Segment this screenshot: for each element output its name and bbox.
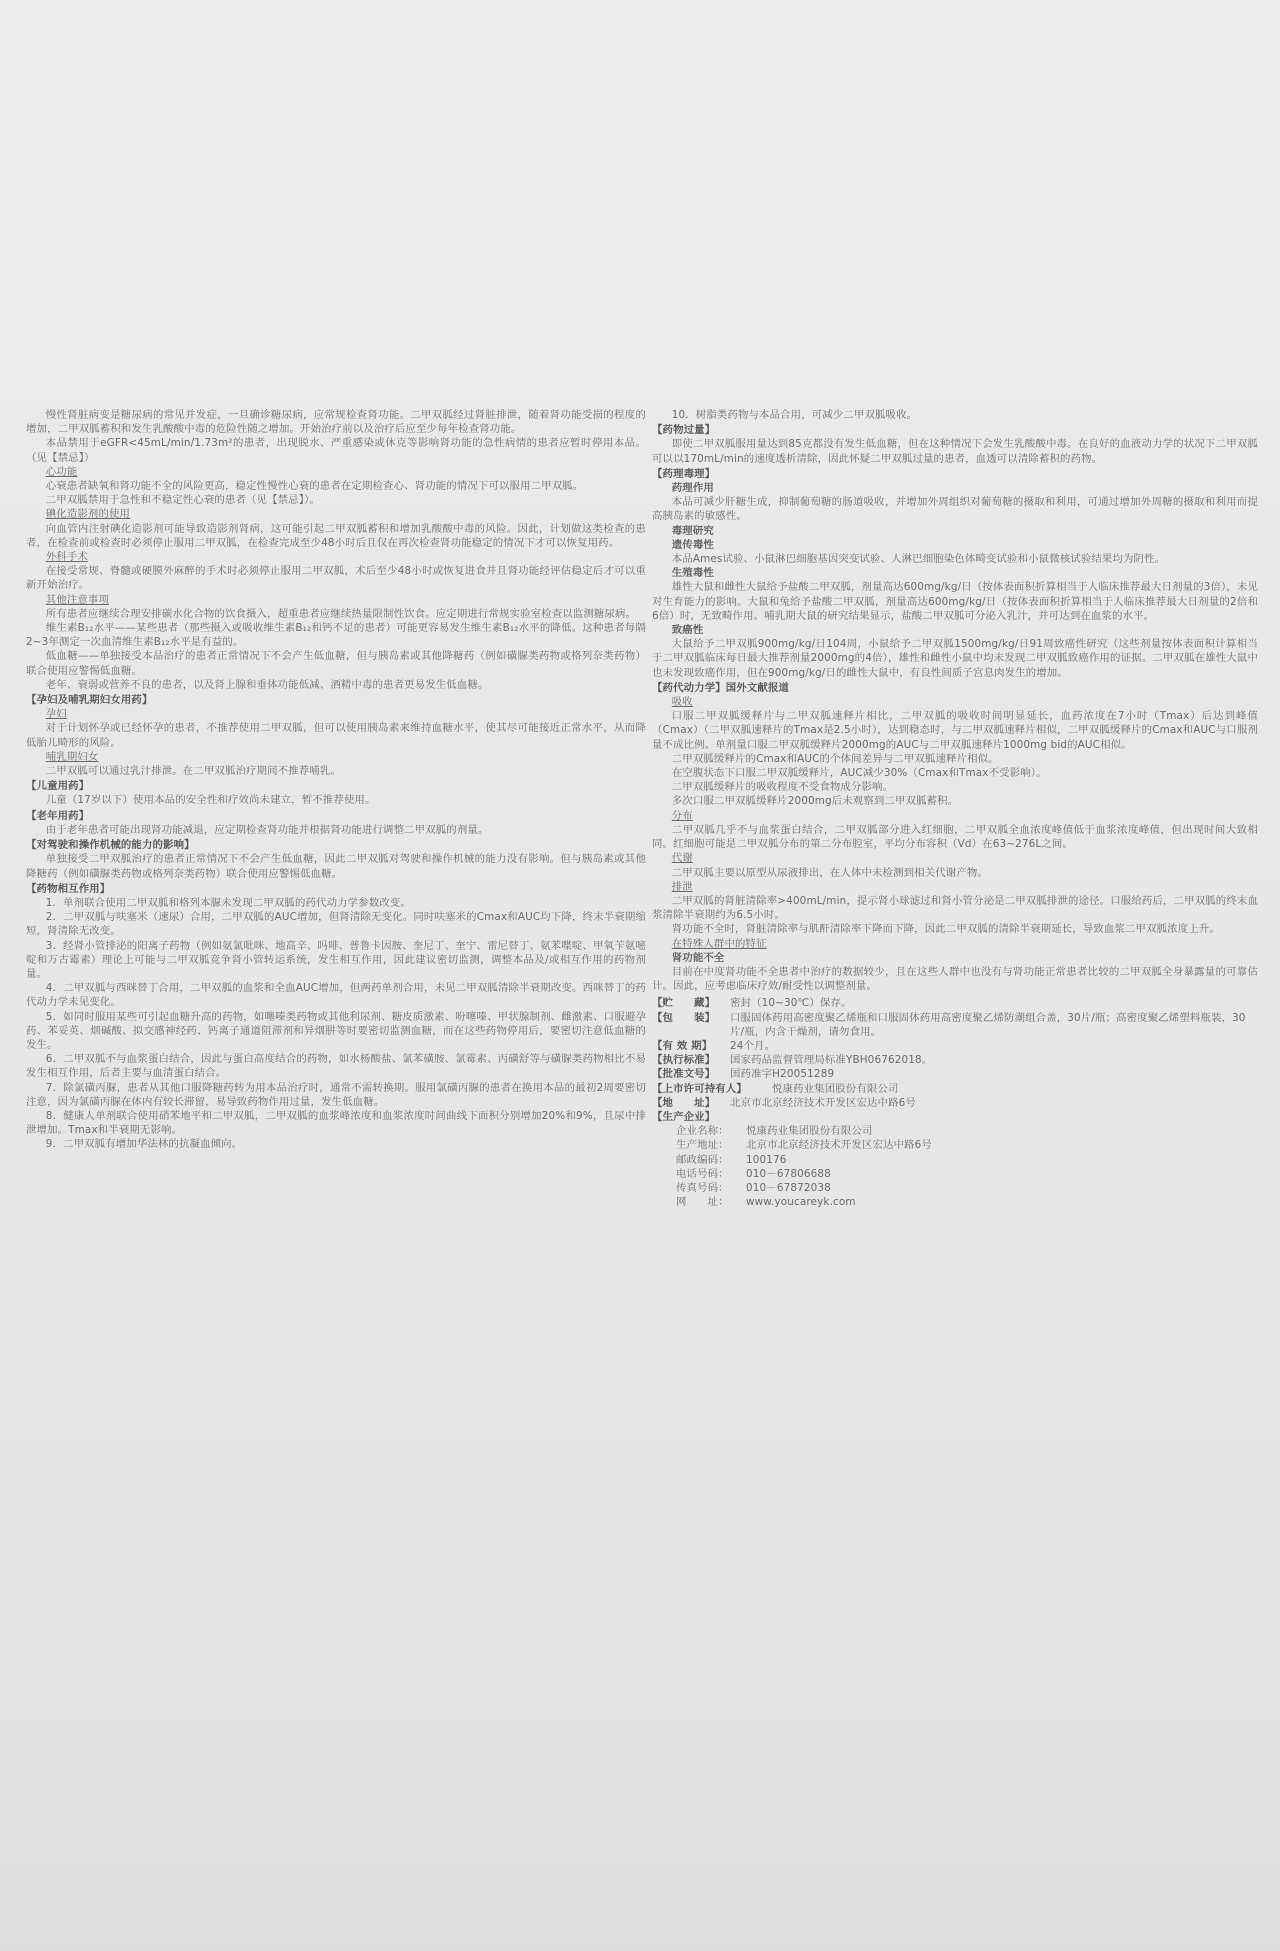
paragraph: 大鼠给予二甲双胍900mg/kg/日104周，小鼠给予二甲双胍1500mg/kg/日91周致癌性研究（这些剂量按体表面积计算相当于二甲双胍临床每日最大推荐剂量2000mg的4倍），雄性和雌性小鼠中均未发现二甲双胍致癌作用的证据。二甲双胍在雄性大鼠中也未发现致癌作用，但在900mg/kg/日的雌性大鼠中，有良性间质子宫息肉发生的增加。 — [652, 638, 1258, 679]
package-row — [652, 1011, 1258, 1039]
paragraph: 在空腹状态下口服二甲双胍缓释片，AUC减少30%（Cmax和Tmax不受影响）。 — [671, 767, 1047, 780]
subheading: 排泄 — [671, 880, 693, 893]
paragraph: 多次口服二甲双胍缓释片2000mg后未观察到二甲双胍蓄积。 — [671, 795, 959, 808]
detail-value: www.youcareyk.com — [746, 1196, 856, 1209]
section-heading: 【儿童用药】 — [26, 780, 90, 793]
standard-row — [652, 1053, 1258, 1067]
manufacturer-label: 【生产企业】 — [652, 1110, 716, 1123]
paragraph: 二甲双胍禁用于急性和不稳定性心衰的患者（见【禁忌】）。 — [45, 494, 320, 507]
paragraph: 本品禁用于eGFR<45mL/min/1.73m²的患者，出现脱水、严重感染或休克等影响肾功能的急性病情的患者应暂时停用本品。（见【禁忌】） — [26, 437, 646, 464]
holder-value: 悦康药业集团股份有限公司 — [772, 1082, 899, 1095]
paragraph: 2．二甲双胍与呋塞米（速尿）合用，二甲双胍的AUC增加，但肾清除无变化。同时呋塞米的Cmax和AUC均下降，终末半衰期缩短，肾清除无改变。 — [26, 911, 646, 938]
subheading: 哺乳期妇女 — [45, 750, 99, 763]
paragraph: 低血糖——单独接受本品治疗的患者正常情况下不会产生低血糖，但与胰岛素或其他降糖药（例如磺脲类药物或格列奈类药物）联合使用应警惕低血糖。 — [26, 650, 646, 677]
paragraph: 本品Ames试验、小鼠淋巴细胞基因突变试验、人淋巴细胞染色体畸变试验和小鼠微核试验结果均为阴性。 — [671, 553, 1166, 566]
storage-value: 密封（10~30℃）保存。 — [730, 997, 852, 1010]
paragraph: 目前在中度肾功能不全患者中治疗的数据较少，且在这些人群中也没有与肾功能正常患者比较的二甲双胍全身暴露量的可靠估计。因此，应考虑临床疗效/耐受性以调整剂量。 — [652, 965, 1258, 993]
paragraph: 6．二甲双胍不与血浆蛋白结合，因此与蛋白高度结合的药物，如水杨酸盐、氯苯磺胺、氯霉素、丙磺舒等与磺脲类药物相比不易发生相互作用，后者主要与血清蛋白结合。 — [26, 1053, 646, 1080]
detail-label: 传真号码： — [676, 1181, 729, 1194]
subheading: 肾功能不全 — [671, 951, 725, 964]
paragraph: 维生素B₁₂水平——某些患者（那些摄入或吸收维生素B₁₂和钙不足的患者）可能更容易发生维生素B₁₂水平的降低。这种患者每隔2~3年测定一次血清维生素B₁₂水平是有益的。 — [26, 622, 646, 649]
paragraph: 8．健康人单剂联合使用硝苯地平和二甲双胍，二甲双胍的血浆峰浓度和血浆浓度时间曲线下面积分别增加20%和9%，且尿中排泄增加。Tmax和半衰期无影响。 — [26, 1109, 646, 1137]
paragraph: 肾功能不全时，肾脏清除率与肌酐清除率下降而下降，因此二甲双胍的清除半衰期延长，导致血浆二甲双胍浓度上升。 — [671, 923, 1220, 936]
paragraph: 3．经肾小管排泌的阳离子药物（例如氨氯吡咪、地高辛、吗啡、普鲁卡因胺、奎尼丁、奎宁、雷尼替丁、氨苯喋啶、甲氧苄氨嘧啶和万古霉素）理论上可能与二甲双胍竞争肾小管转运系统，发生相互作用，因此建议密切监测，调整本品及/或相互作用的药物剂量。 — [26, 939, 646, 980]
paragraph: 由于老年患者可能出现肾功能减退，应定期检查肾功能并根据肾功能进行调整二甲双胍的剂量。 — [45, 823, 489, 836]
section-heading: 【药代动力学】国外文献报道 — [652, 681, 790, 694]
detail-value: 100176 — [746, 1153, 787, 1166]
section-heading: 【孕妇及哺乳期妇女用药】 — [26, 694, 153, 707]
paragraph: 9．二甲双胍有增加华法林的抗凝血倾向。 — [45, 1138, 243, 1151]
paragraph: 本品可减少肝糖生成，抑制葡萄糖的肠道吸收，并增加外周组织对葡萄糖的摄取和利用，可通过增加外周糖的摄取和利用而提高胰岛素的敏感性。 — [652, 496, 1258, 523]
paragraph: 向血管内注射碘化造影剂可能导致造影剂肾病，这可能引起二甲双胍蓄积和增加乳酸酸中毒的风险。因此，计划做这类检查的患者，在检查前或检查时必须停止服用二甲双胍，在检查完成至少48小时后且仅在再次检查肾功能稳定的情况下才可以恢复用药。 — [26, 522, 646, 549]
address-value: 北京市北京经济技术开发区宏达中路6号 — [730, 1096, 916, 1109]
paragraph: 儿童（17岁以下）使用本品的安全性和疗效尚未建立，暂不推荐使用。 — [45, 794, 376, 807]
address-row — [652, 1096, 1258, 1110]
validity-value: 24个月。 — [730, 1039, 776, 1052]
product-info — [652, 996, 1258, 1209]
subheading: 药理作用 — [671, 482, 714, 495]
subheading: 致癌性 — [671, 624, 704, 637]
paragraph: 老年、衰弱或营养不良的患者，以及肾上腺和垂体功能低减、酒精中毒的患者更易发生低血糖。 — [45, 678, 489, 691]
package-value: 口服固体药用高密度聚乙烯瓶和口服固体药用高密度聚乙烯防潮组合盖，30片/瓶；高密度聚乙烯塑料瓶装，30片/瓶，内含干燥剂，请勿食用。 — [730, 1011, 1246, 1038]
subheading: 外科手术 — [45, 551, 88, 564]
subheading: 代谢 — [671, 852, 693, 865]
section-heading: 【药物过量】 — [652, 424, 716, 437]
left-column — [26, 408, 646, 1152]
manufacturer-detail-row — [652, 1195, 1258, 1209]
subheading: 孕妇 — [45, 708, 67, 721]
paragraph: 1．单剂联合使用二甲双胍和格列本脲未发现二甲双胍的药代动力学参数改变。 — [45, 896, 411, 909]
subheading: 吸收 — [671, 696, 693, 709]
address-label: 【地 址】 — [652, 1096, 716, 1109]
paragraph: 雄性大鼠和雌性大鼠给予盐酸二甲双胍，剂量高达600mg/kg/日（按体表面积折算相当于人临床推荐最大日剂量的3倍），未见对生育能力的影响。大鼠和兔给予盐酸二甲双胍，剂量高达600mg/kg/日（按体表面积折算相当于人临床推荐最大日剂量的2倍和6倍）时，无致畸作用。哺乳期大鼠的研究结果显示，盐酸二甲双胍可分泌入乳汁，并可达到在血浆的水平。 — [652, 581, 1258, 622]
paragraph: 4．二甲双胍与西咪替丁合用，二甲双胍的血浆和全血AUC增加，但两药单剂合用，未见二甲双胍清除半衰期改变。西咪替丁的药代动力学未见变化。 — [26, 982, 646, 1009]
detail-value: 北京市北京经济技术开发区宏达中路6号 — [746, 1139, 932, 1152]
paragraph: 在接受常规、脊髓或硬膜外麻醉的手术时必须停止服用二甲双胍，术后至少48小时或恢复进食并且肾功能经评估稳定后才可以重新开始治疗。 — [26, 565, 646, 592]
subheading: 遗传毒性 — [671, 538, 714, 551]
holder-row — [652, 1082, 1258, 1096]
blank-margin — [0, 0, 1280, 400]
subheading: 分布 — [671, 809, 693, 822]
paragraph: 口服二甲双胍缓释片与二甲双胍速释片相比，二甲双胍的吸收时间明显延长，血药浓度在7小时（Tmax）后达到峰值（Cmax）（二甲双胍速释片的Tmax是2.5小时），达到稳态时，与二甲双胍速释片相似，二甲双胍缓释片的Cmax和AUC与口服剂量不成比例。单剂量口服二甲双胍缓释片2000mg的AUC与二甲双胍速释片1000mg bid的AUC相似。 — [652, 710, 1258, 751]
detail-label: 生产地址： — [676, 1139, 729, 1152]
holder-label: 【上市许可持有人】 — [652, 1082, 747, 1095]
paragraph: 7．除氯磺丙脲，患者从其他口服降糖药转为用本品治疗时，通常不需转换期。服用氯磺丙脲的患者在换用本品的最初2周要密切注意，因为氯磺丙脲在体内有较长滞留，易导致药物作用过量，发生低血糖。 — [26, 1081, 646, 1108]
paragraph: 即使二甲双胍服用量达到85克都没有发生低血糖，但在这种情况下会发生乳酸酸中毒。在良好的血液动力学的状况下二甲双胍可以以170mL/min的速度透析清除，因此怀疑二甲双胍过量的患者，血透可以清除蓄积的药物。 — [652, 438, 1258, 465]
validity-label: 【有 效 期】 — [652, 1039, 713, 1052]
paragraph: 对于计划怀孕或已经怀孕的患者，不推荐使用二甲双胍，但可以使用胰岛素来维持血糖水平，使其尽可能接近正常水平，从而降低胎儿畸形的风险。 — [26, 722, 646, 749]
section-heading: 【药理毒理】 — [652, 467, 716, 480]
detail-value: 悦康药业集团股份有限公司 — [746, 1125, 873, 1138]
right-column-body — [652, 408, 1258, 993]
approval-value: 国药准字H20051289 — [730, 1068, 835, 1081]
paragraph: 5．如同时服用某些可引起血糖升高的药物，如噻嗪类药物或其他利尿剂、糖皮质激素、吩噻嗪、甲状腺制剂、雌激素、口服避孕药、苯妥英、烟碱酸、拟交感神经药、钙离子通道阻滞剂和异烟肼等时要密切监测血糖，而在这些药物停用后，要密切注意低血糖的发生。 — [26, 1010, 646, 1051]
paragraph: 慢性肾脏病变是糖尿病的常见并发症，一旦确诊糖尿病，应常规检查肾功能。二甲双胍经过肾脏排泄，随着肾功能受损的程度的增加，二甲双胍蓄积和发生乳酸酸中毒的危险性随之增加。开始治疗前以及治疗后应至少每年检查肾功能。 — [26, 409, 646, 436]
approval-label: 【批准文号】 — [652, 1068, 716, 1081]
package-label: 【包 装】 — [652, 1011, 716, 1024]
paragraph: 二甲双胍可以通过乳汁排泄。在二甲双胍治疗期间不推荐哺乳。 — [45, 765, 341, 778]
paragraph: 二甲双胍缓释片的吸收程度不受食物成分影响。 — [671, 781, 894, 794]
standard-label: 【执行标准】 — [652, 1054, 716, 1067]
manufacturer-detail-row — [652, 1124, 1258, 1138]
manufacturer-row — [652, 1110, 1258, 1124]
detail-label: 网 址： — [676, 1196, 729, 1209]
validity-row — [652, 1039, 1258, 1053]
paragraph: 二甲双胍主要以原型从尿液排出，在人体中未检测到相关代谢产物。 — [671, 866, 988, 879]
paragraph: 所有患者应继续合理安排碳水化合物的饮食摄入，超重患者应继续热量限制性饮食。应定期进行常规实验室检查以监测糖尿病。 — [45, 607, 637, 620]
paragraph: 二甲双胍几乎不与血浆蛋白结合，二甲双胍部分进入红细胞，二甲双胍全血浓度峰值低于血浆浓度峰值，但出现时间大致相同。红细胞可能是二甲双胍分布的第二分布腔室，平均分布容积（Vd）在63~276L之间。 — [652, 823, 1258, 851]
paragraph: 二甲双胍的肾脏清除率>400mL/min，提示肾小球滤过和肾小管分泌是二甲双胍排泄的途径。口服给药后，二甲双胍的终末血浆清除半衰期约为6.5小时。 — [652, 894, 1258, 922]
right-column — [652, 408, 1258, 1209]
detail-value: 010－67872038 — [746, 1181, 831, 1194]
paragraph: 二甲双胍缓释片的Cmax和AUC的个体间差异与二甲双胍速释片相似。 — [671, 752, 999, 765]
manufacturer-detail-row — [652, 1167, 1258, 1181]
subheading: 心功能 — [45, 465, 78, 478]
subheading: 生殖毒性 — [671, 567, 714, 580]
storage-label: 【贮 藏】 — [652, 997, 716, 1010]
paragraph: 心衰患者缺氧和肾功能不全的风险更高，稳定性慢性心衰的患者在定期检查心、肾功能的情况下可以服用二甲双胍。 — [45, 480, 584, 493]
manufacturer-detail-row — [652, 1153, 1258, 1167]
section-heading: 【对驾驶和操作机械的能力的影响】 — [26, 839, 195, 852]
detail-value: 010－67806688 — [746, 1167, 831, 1180]
manufacturer-detail-row — [652, 1138, 1258, 1152]
section-heading: 【药物相互作用】 — [26, 882, 111, 895]
manufacturer-details — [652, 1124, 1258, 1209]
section-heading: 【老年用药】 — [26, 809, 90, 822]
detail-label: 电话号码： — [676, 1167, 729, 1180]
scan-shadow — [0, 1700, 1280, 1951]
subheading: 毒理研究 — [671, 524, 714, 537]
approval-row — [652, 1067, 1258, 1081]
detail-label: 企业名称： — [676, 1125, 729, 1138]
detail-label: 邮政编码： — [676, 1153, 729, 1166]
storage-row — [652, 996, 1258, 1010]
manufacturer-detail-row — [652, 1181, 1258, 1195]
standard-value: 国家药品监督管理局标准YBH06762018。 — [730, 1054, 933, 1067]
paragraph: 10．树脂类药物与本品合用，可减少二甲双胍吸收。 — [671, 409, 918, 421]
subheading: 其他注意事项 — [45, 593, 109, 606]
subheading: 在特殊人群中的特征 — [671, 937, 767, 950]
paragraph: 单独接受二甲双胍治疗的患者正常情况下不会产生低血糖，因此二甲双胍对驾驶和操作机械的能力没有影响。但与胰岛素或其他降糖药（例如磺脲类药物或格列奈类药物）联合使用应警惕低血糖。 — [26, 853, 646, 880]
subheading: 碘化造影剂的使用 — [45, 508, 131, 521]
